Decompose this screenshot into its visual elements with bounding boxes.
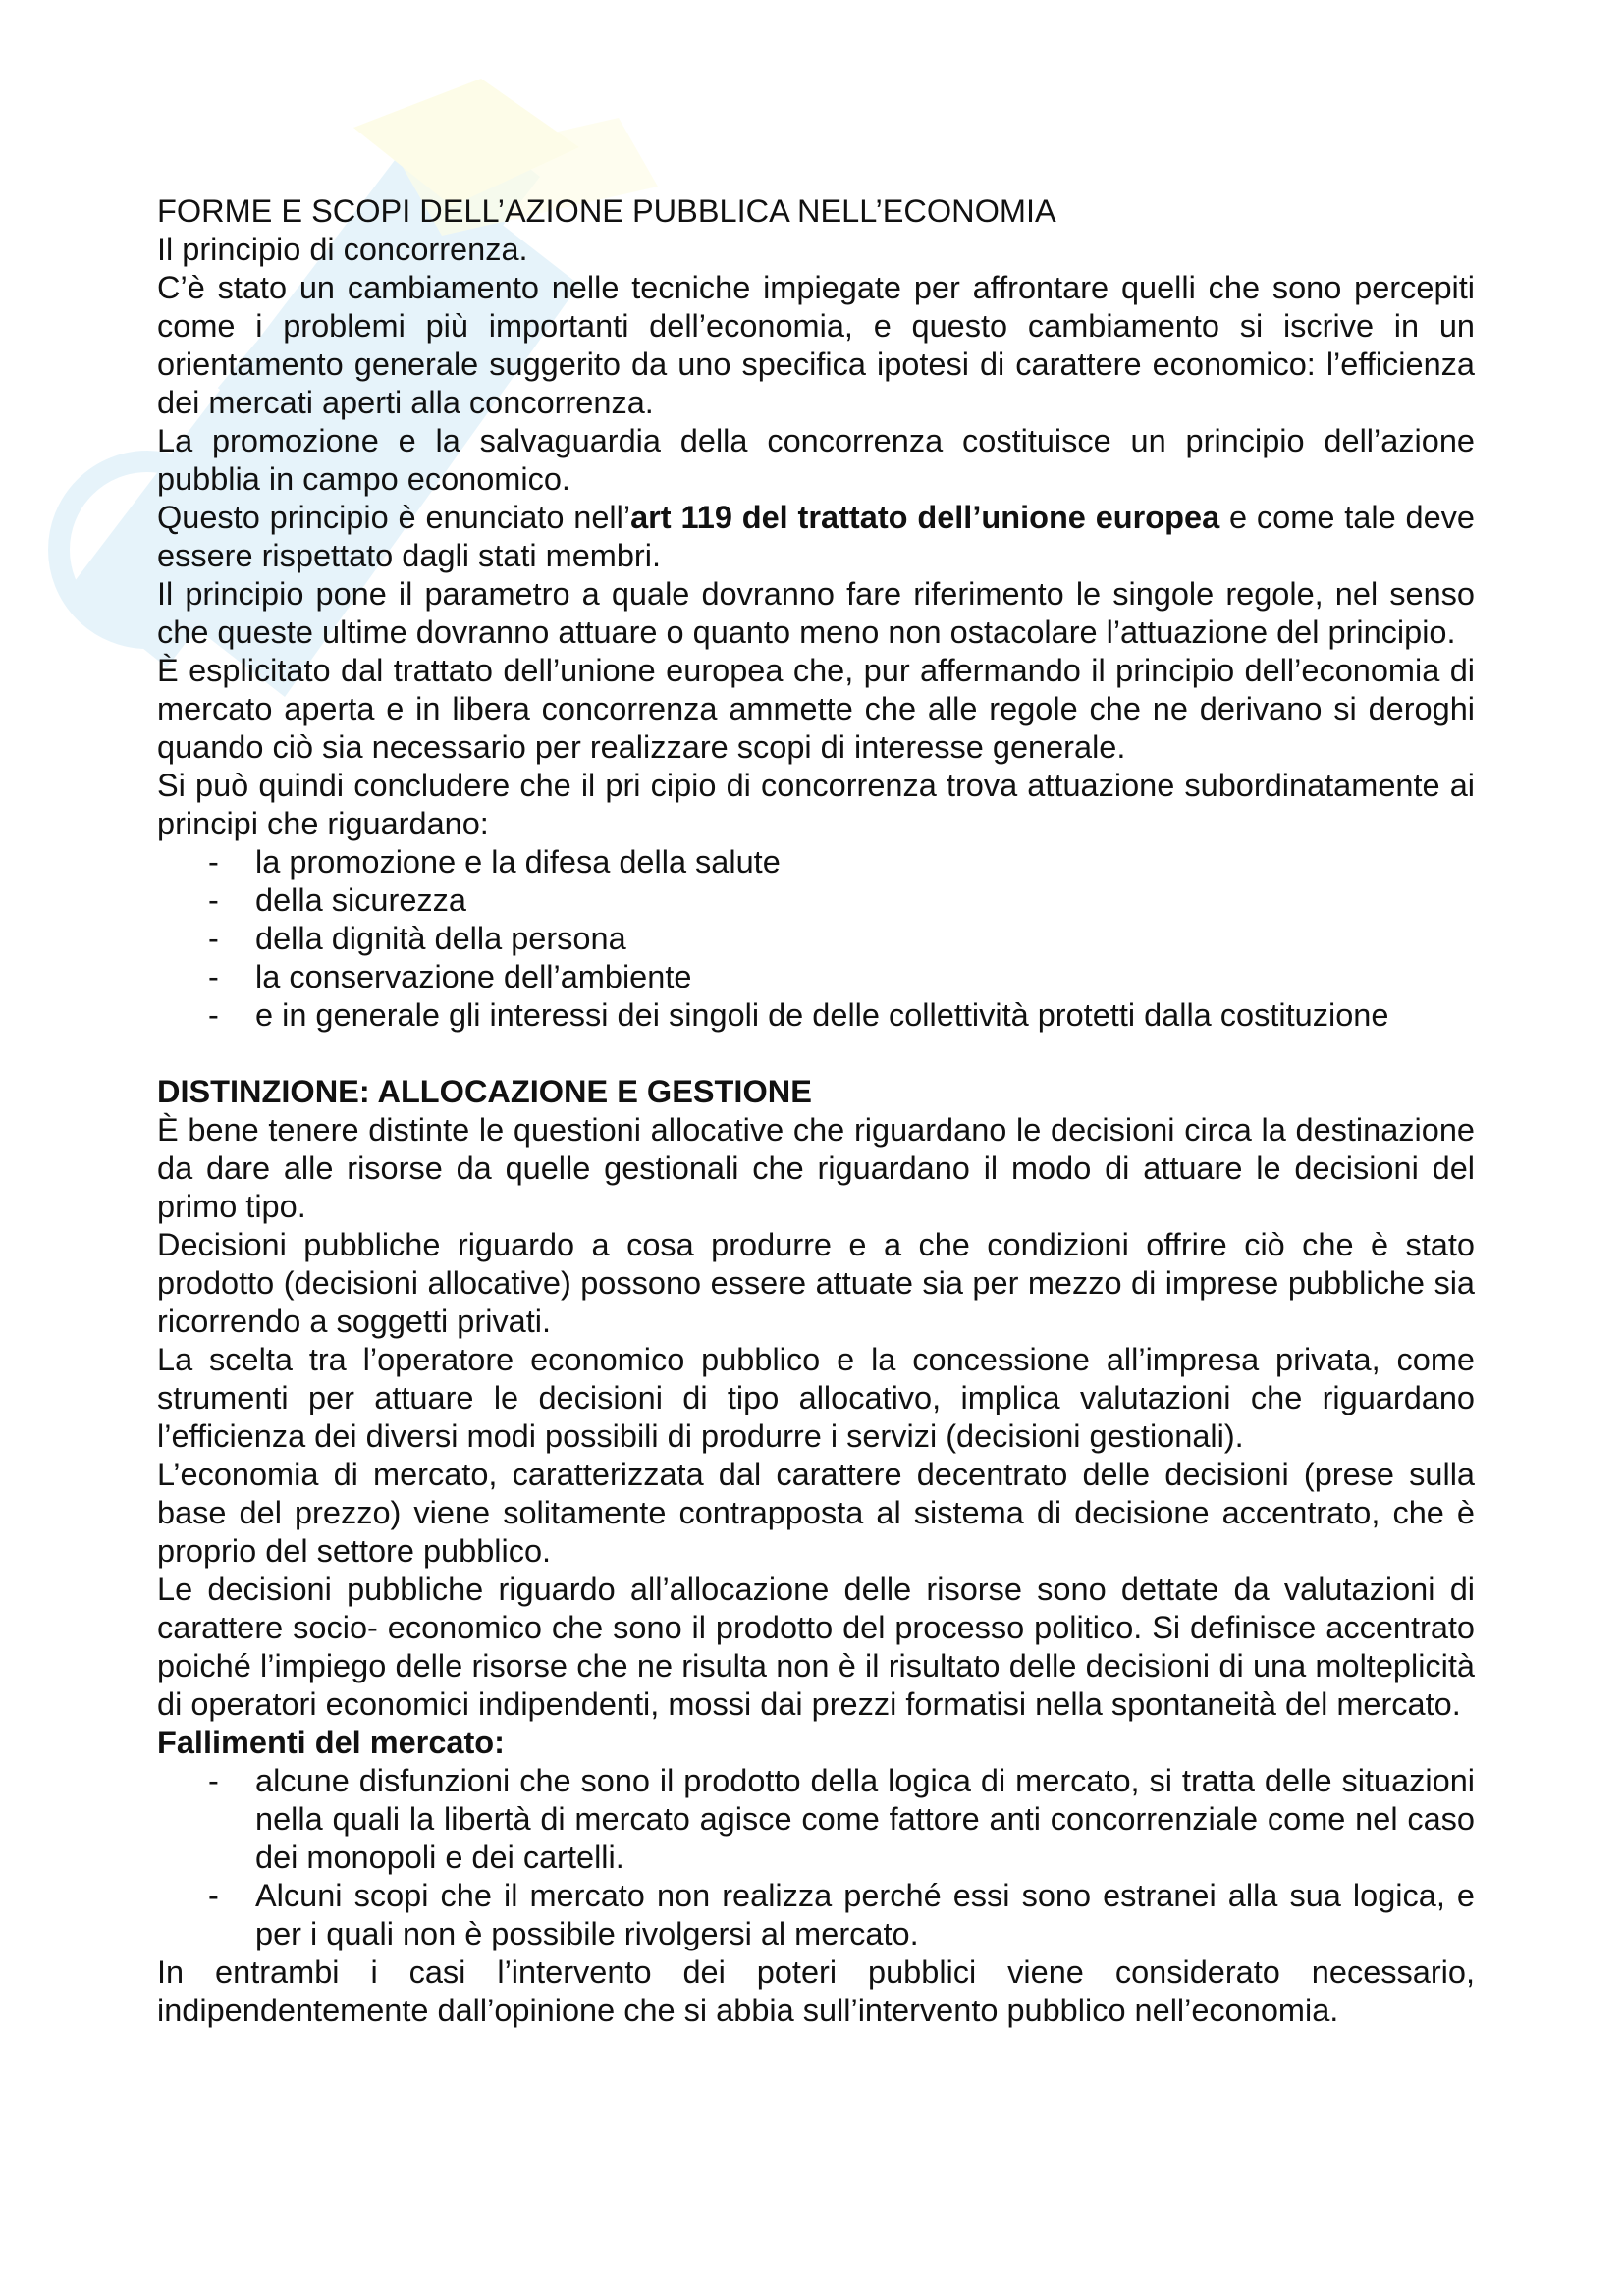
list-item: - della sicurezza bbox=[255, 881, 1475, 920]
bold-reference: art 119 del trattato dell’unione europea bbox=[630, 500, 1220, 535]
paragraph-text: Questo principio è enunciato nell’ bbox=[157, 500, 631, 535]
paragraph: La promozione e la salvaguardia della concorrenza costituisce un principio dell’azione pubblia in campo economico. bbox=[157, 423, 1475, 497]
principles-list bbox=[157, 843, 1475, 1035]
paragraph-with-bold bbox=[157, 499, 1475, 575]
paragraph: Si può quindi concludere che il pri cipio di concorrenza trova attuazione subordinatamente ai principi che riguardano: bbox=[157, 768, 1475, 841]
document-title: FORME E SCOPI DELL’AZIONE PUBBLICA NELL’ECONOMIA bbox=[157, 193, 1056, 229]
list-item: - della dignità della persona bbox=[255, 920, 1475, 958]
subheading: Fallimenti del mercato: bbox=[157, 1725, 505, 1760]
list-item: - Alcuni scopi che il mercato non realizza perché essi sono estranei alla sua logica, e per i quali non è possibile rivolgersi al mercato. bbox=[255, 1877, 1475, 1953]
paragraph: La scelta tra l’operatore economico pubblico e la concessione all’impresa privata, come strumenti per attuare le decisioni di tipo allocativo, implica valutazioni che riguardano l’efficienza dei diversi modi possibili di produrre i servizi (decisioni gestionali). bbox=[157, 1342, 1475, 1454]
paragraph: È bene tenere distinte le questioni allocative che riguardano le decisioni circa la destinazione da dare alle risorse da quelle gestionali che riguardano il modo di attuare le decisioni del primo tipo. bbox=[157, 1112, 1475, 1224]
list-item: - e in generale gli interessi dei singoli de delle collettività protetti dalla costituzione bbox=[255, 996, 1475, 1035]
list-item: - la conservazione dell’ambiente bbox=[255, 958, 1475, 996]
list-item: - la promozione e la difesa della salute bbox=[255, 843, 1475, 881]
blank-line bbox=[157, 1035, 1475, 1073]
section-subtitle: Il principio di concorrenza. bbox=[157, 232, 528, 267]
paragraph: Il principio pone il parametro a quale dovranno fare riferimento le singole regole, nel senso che queste ultime dovranno attuare o quanto meno non ostacolare l’attuazione del principio. bbox=[157, 576, 1475, 650]
document-page bbox=[157, 192, 1475, 2030]
paragraph: In entrambi i casi l’intervento dei poteri pubblici viene considerato necessario, indipendentemente dall’opinione che si abbia sull’intervento pubblico nell’economia. bbox=[157, 1954, 1475, 2028]
paragraph: È esplicitato dal trattato dell’unione europea che, pur affermando il principio dell’economia di mercato aperta e in libera concorrenza ammette che alle regole che ne derivano si deroghi quando ciò sia necessario per realizzare scopi di interesse generale. bbox=[157, 653, 1475, 765]
paragraph: C’è stato un cambiamento nelle tecniche impiegate per affrontare quelli che sono percepiti come i problemi più importanti dell’economia, e questo cambiamento si iscrive in un orientamento generale suggerito da uno specifica ipotesi di carattere economico: l’efficienza dei mercati aperti alla concorrenza. bbox=[157, 270, 1475, 420]
list-item: - alcune disfunzioni che sono il prodotto della logica di mercato, si tratta delle situazioni nella quali la libertà di mercato agisce come fattore anti concorrenziale come nel caso dei monopoli e dei cartelli. bbox=[255, 1762, 1475, 1877]
paragraph-text: e come tale deve essere rispettato dagli stati membri. bbox=[157, 500, 1475, 573]
market-failures-list bbox=[157, 1762, 1475, 1953]
section-heading: DISTINZIONE: ALLOCAZIONE E GESTIONE bbox=[157, 1074, 812, 1109]
paragraph: Le decisioni pubbliche riguardo all’allocazione delle risorse sono dettate da valutazioni di carattere socio- economico che sono il prodotto del processo politico. Si definisce accentrato poiché l’impiego delle risorse che ne risulta non è il risultato delle decisioni di una molteplicità di operatori economici indipendenti, mossi dai prezzi formatisi nella spontaneità del mercato. bbox=[157, 1572, 1475, 1722]
paragraph: Decisioni pubbliche riguardo a cosa produrre e a che condizioni offrire ciò che è stato prodotto (decisioni allocative) possono essere attuate sia per mezzo di imprese pubbliche sia ricorrendo a soggetti privati. bbox=[157, 1227, 1475, 1339]
paragraph: L’economia di mercato, caratterizzata dal carattere decentrato delle decisioni (prese sulla base del prezzo) viene solitamente contrapposta al sistema di decisione accentrato, che è proprio del settore pubblico. bbox=[157, 1457, 1475, 1569]
